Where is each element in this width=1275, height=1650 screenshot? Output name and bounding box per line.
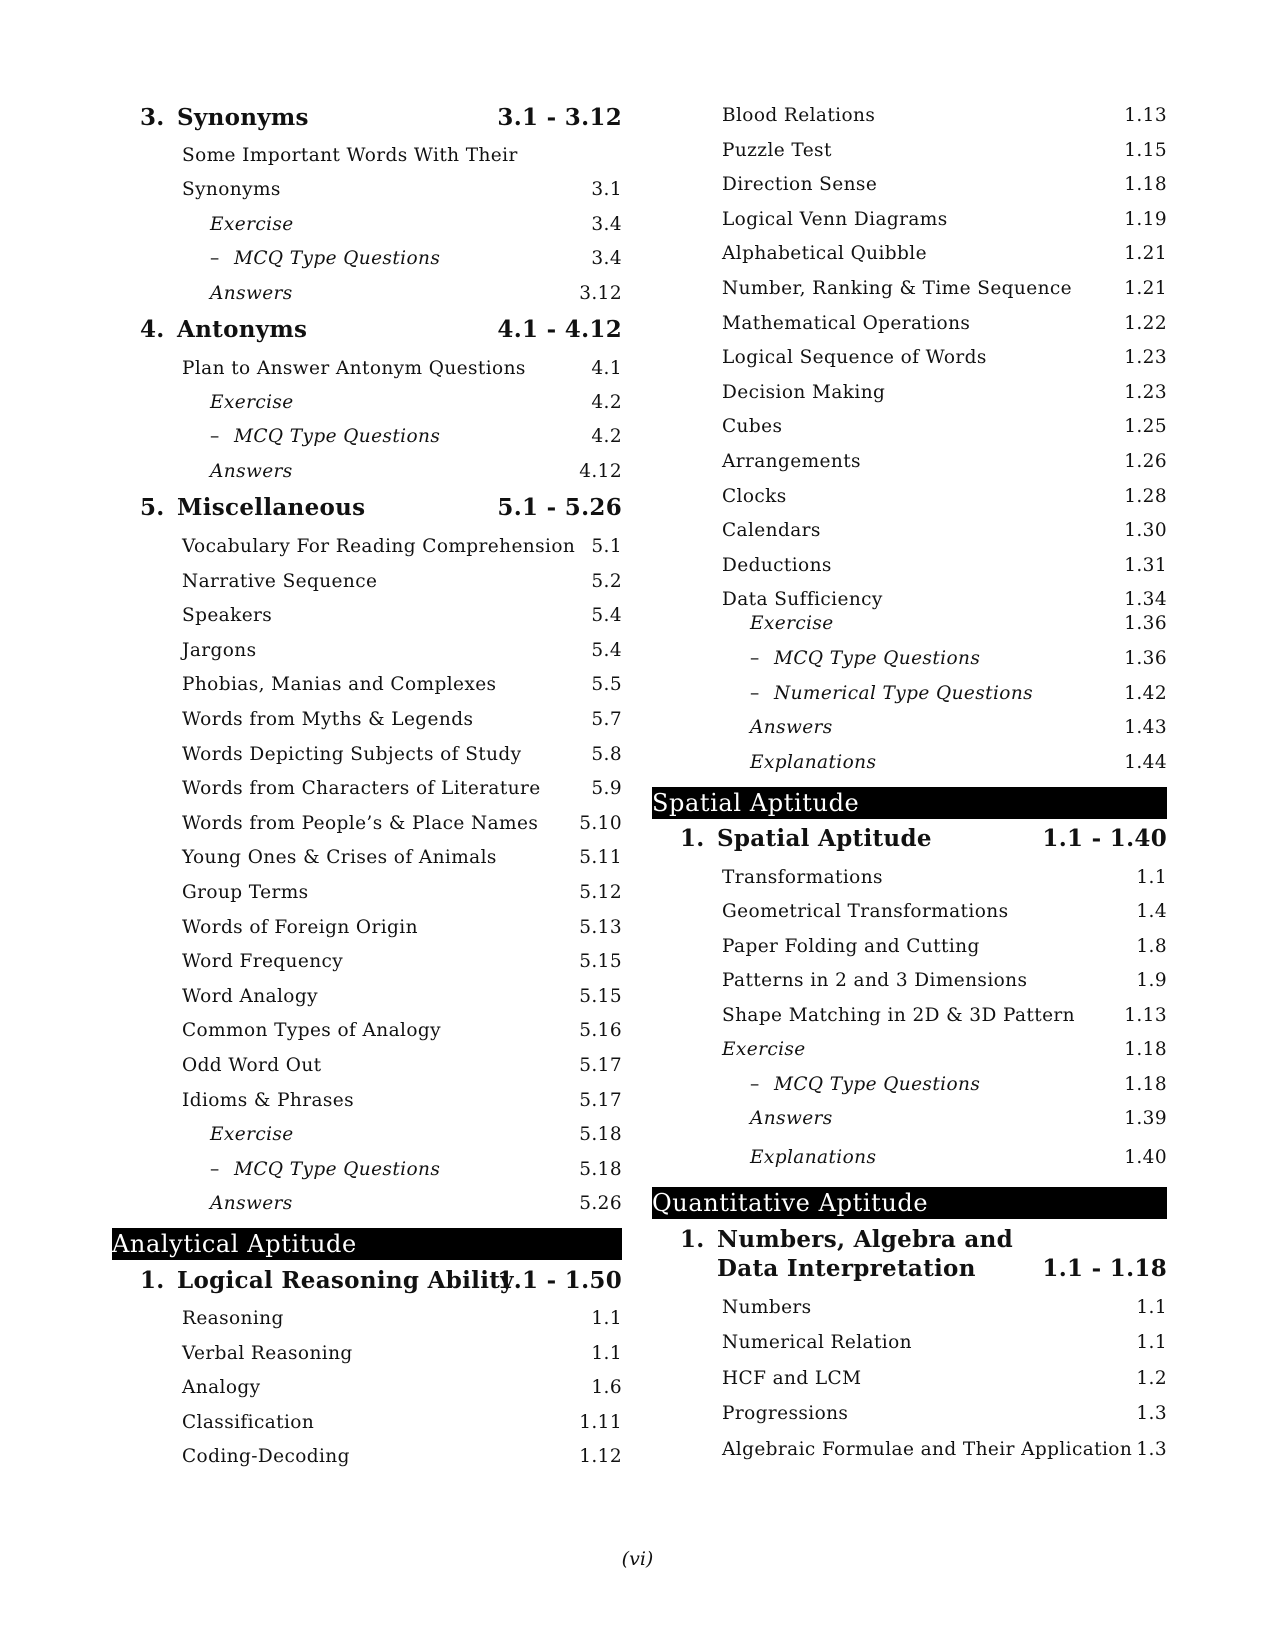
entry-title: Exercise: [722, 1039, 806, 1060]
entry-page: 1.1: [591, 1308, 622, 1329]
entry-page: 5.5: [591, 674, 622, 696]
chapter-page-range: 1.1 - 1.18: [1042, 1255, 1167, 1282]
entry-title: Exercise: [210, 214, 294, 235]
entry-title: Direction Sense: [722, 174, 878, 196]
entry-page: 1.22: [1124, 312, 1167, 334]
chapter-heading[interactable]: [112, 1267, 622, 1297]
entry-page: 5.9: [591, 778, 622, 800]
entry-title: Geometrical Transformations: [722, 901, 1009, 923]
entry-title: Numerical Type Questions: [774, 682, 1034, 704]
entry-title: Puzzle Test: [722, 139, 832, 161]
entry-page: 1.1: [1136, 867, 1167, 888]
chapter-heading[interactable]: [112, 316, 622, 346]
entry-title: Answers: [210, 461, 293, 482]
section-header-spatial: Spatial Aptitude: [652, 787, 1167, 819]
entry-page: 1.23: [1124, 381, 1167, 403]
entry-page: 5.13: [579, 916, 622, 938]
chapter-heading[interactable]: [112, 494, 622, 524]
chapter-title-line2: Data Interpretation: [717, 1255, 976, 1282]
entry-title: Synonyms: [182, 179, 281, 200]
entry-page: 3.1: [591, 179, 622, 200]
entry-page: 1.18: [1124, 1039, 1167, 1060]
chapter-heading[interactable]: [112, 104, 622, 134]
chapter-number: 1.: [680, 1226, 705, 1253]
entry-title: Plan to Answer Antonym Questions: [182, 358, 526, 379]
entry-title: Exercise: [210, 1124, 294, 1146]
entry-title: Speakers: [182, 605, 273, 627]
entry-page: 1.30: [1124, 520, 1167, 542]
entry-title: Words from Characters of Literature: [182, 778, 541, 800]
entry-title: Progressions: [722, 1403, 849, 1425]
chapter-page-range: 5.1 - 5.26: [497, 494, 622, 521]
entry-title: Mathematical Operations: [722, 312, 971, 334]
entry-title: Idioms & Phrases: [182, 1089, 355, 1111]
entry-title: Exercise: [750, 613, 834, 635]
entry-title: Word Frequency: [182, 951, 344, 973]
entry-page: 1.26: [1124, 451, 1167, 472]
entry-page: 1.36: [1124, 613, 1167, 635]
entry-page: 1.1: [1136, 1332, 1167, 1354]
chapter-number: 5.: [140, 494, 165, 521]
entry-page: 1.1: [591, 1342, 622, 1364]
entry-page: 5.1: [591, 536, 622, 557]
entry-page: 1.19: [1124, 208, 1167, 230]
dash-bullet: –: [210, 426, 220, 447]
left-column: [112, 100, 622, 1468]
entry-title: Number, Ranking & Time Sequence: [722, 278, 1072, 299]
entry-title: Phobias, Manias and Complexes: [182, 674, 497, 696]
entry-page: 5.16: [579, 1020, 622, 1042]
entry-title: Logical Sequence of Words: [722, 347, 987, 369]
chapter-page-range: 1.1 - 1.50: [497, 1267, 622, 1294]
entry-page: 5.15: [579, 985, 622, 1007]
entry-title: Words Depicting Subjects of Study: [182, 743, 522, 765]
entry-title: Words from Myths & Legends: [182, 709, 474, 730]
entry-page: 5.4: [591, 639, 622, 661]
entry-page: 1.28: [1124, 485, 1167, 507]
entry-title: Answers: [750, 717, 833, 739]
entry-page: 1.18: [1124, 1073, 1167, 1095]
entry-page: 1.36: [1124, 648, 1167, 669]
entry-title: MCQ Type Questions: [774, 648, 981, 669]
entry-page: 3.12: [579, 283, 622, 304]
entry-title: MCQ Type Questions: [234, 1158, 441, 1180]
entry-page: 5.15: [579, 951, 622, 973]
entry-page: 5.8: [591, 743, 622, 765]
entry-title: Logical Venn Diagrams: [722, 208, 948, 230]
entry-title: Transformations: [722, 867, 883, 888]
entry-page: 1.25: [1124, 416, 1167, 438]
chapter-page-range: 3.1 - 3.12: [497, 104, 622, 131]
entry-title: Coding-Decoding: [182, 1446, 350, 1468]
entry-title: MCQ Type Questions: [234, 426, 441, 447]
chapter-title: Miscellaneous: [177, 494, 366, 521]
entry-page: 1.42: [1124, 682, 1167, 704]
entry-title: Arrangements: [722, 451, 861, 472]
entry-title: Word Analogy: [182, 985, 318, 1007]
entry-page: 1.18: [1124, 174, 1167, 196]
entry-title: Vocabulary For Reading Comprehension: [182, 536, 576, 557]
entry-title: Some Important Words With Their: [182, 145, 518, 166]
chapter-number: 3.: [140, 104, 165, 131]
entry-page: 1.9: [1136, 970, 1167, 992]
entry-page: 1.31: [1124, 554, 1167, 576]
chapter-title: Logical Reasoning Ability: [177, 1267, 514, 1294]
entry-title: Algebraic Formulae and Their Application: [722, 1438, 1133, 1460]
entry-page: 1.23: [1124, 347, 1167, 369]
entry-title: Numerical Relation: [722, 1332, 912, 1354]
entry-title: Exercise: [210, 392, 294, 413]
entry-page: 1.34: [1124, 589, 1167, 611]
entry-title: MCQ Type Questions: [774, 1073, 981, 1095]
entry-title: Young Ones & Crises of Animals: [182, 847, 497, 869]
chapter-number: 4.: [140, 316, 165, 343]
entry-page: 1.1: [1136, 1297, 1167, 1318]
chapter-heading[interactable]: [652, 825, 1167, 855]
entry-page: 1.44: [1124, 751, 1167, 773]
entry-title: Calendars: [722, 520, 821, 542]
entry-title: Clocks: [722, 485, 787, 507]
entry-title: Decision Making: [722, 381, 886, 403]
entry-page: 4.12: [579, 461, 622, 482]
entry-page: 1.13: [1124, 105, 1167, 126]
entry-page: 5.18: [579, 1158, 622, 1180]
chapter-title-line1: Numbers, Algebra and: [717, 1226, 1013, 1253]
entry-page: 4.2: [591, 426, 622, 447]
chapter-heading[interactable]: [652, 1226, 1167, 1286]
entry-page: 5.4: [591, 605, 622, 627]
entry-page: 5.11: [579, 847, 622, 869]
entry-page: 5.2: [591, 570, 622, 592]
entry-page: 1.8: [1136, 935, 1167, 957]
entry-page: 1.21: [1124, 243, 1167, 265]
entry-page: 1.11: [579, 1411, 622, 1433]
entry-title: Answers: [210, 283, 293, 304]
dash-bullet: –: [750, 682, 760, 704]
chapter-page-range: 1.1 - 1.40: [1042, 825, 1167, 852]
chapter-number: 1.: [140, 1267, 165, 1294]
section-header-analytical: Analytical Aptitude: [112, 1228, 622, 1260]
entry-page: 1.6: [591, 1377, 622, 1399]
entry-title: Common Types of Analogy: [182, 1020, 441, 1042]
entry-page: 1.43: [1124, 717, 1167, 739]
entry-title: Explanations: [750, 751, 877, 773]
entry-title: Answers: [210, 1193, 293, 1215]
entry-title: Deductions: [722, 554, 832, 576]
entry-page: 5.12: [579, 882, 622, 903]
entry-page: 5.7: [591, 709, 622, 730]
entry-title: Jargons: [182, 639, 257, 661]
entry-title: Numbers: [722, 1297, 812, 1318]
dash-bullet: –: [210, 1158, 220, 1180]
entry-page: 3.4: [591, 214, 622, 235]
entry-title: Narrative Sequence: [182, 570, 378, 592]
entry-page: 1.2: [1136, 1367, 1167, 1389]
dash-bullet: –: [210, 248, 220, 269]
chapter-title: Synonyms: [177, 104, 309, 131]
entry-page: 5.10: [579, 812, 622, 834]
entry-title: Paper Folding and Cutting: [722, 935, 980, 957]
entry-page: 1.12: [579, 1446, 622, 1468]
entry-page: 3.4: [591, 248, 622, 269]
entry-title: Odd Word Out: [182, 1055, 322, 1076]
chapter-page-range: 4.1 - 4.12: [497, 316, 622, 343]
entry-title: MCQ Type Questions: [234, 248, 441, 269]
entry-title: Words from People’s & Place Names: [182, 812, 539, 834]
entry-title: Group Terms: [182, 882, 309, 903]
entry-page: 5.17: [579, 1089, 622, 1111]
chapter-title: Antonyms: [177, 316, 308, 343]
entry-page: 1.3: [1136, 1438, 1167, 1460]
entry-page: 5.17: [579, 1055, 622, 1076]
entry-page: 1.15: [1124, 139, 1167, 161]
entry-page: 1.3: [1136, 1403, 1167, 1425]
entry-page: 5.18: [579, 1124, 622, 1146]
entry-page: 4.1: [591, 358, 622, 379]
entry-title: HCF and LCM: [722, 1367, 862, 1389]
entry-page: 4.2: [591, 392, 622, 413]
entry-title: Answers: [750, 1108, 833, 1130]
entry-page: 1.40: [1124, 1147, 1167, 1169]
section-header-quantitative: Quantitative Aptitude: [652, 1187, 1167, 1219]
entry-title: Alphabetical Quibble: [722, 243, 927, 265]
entry-title: Words of Foreign Origin: [182, 916, 418, 938]
entry-title: Verbal Reasoning: [182, 1342, 353, 1364]
entry-title: Data Sufficiency: [722, 589, 883, 611]
page-number-footer: (vi): [621, 1548, 654, 1570]
entry-title: Patterns in 2 and 3 Dimensions: [722, 970, 1028, 992]
entry-title: Analogy: [182, 1377, 261, 1399]
entry-title: Classification: [182, 1411, 315, 1433]
dash-bullet: –: [750, 1073, 760, 1095]
dash-bullet: –: [750, 648, 760, 669]
entry-title: Shape Matching in 2D & 3D Pattern: [722, 1004, 1075, 1026]
entry-title: Explanations: [750, 1147, 877, 1169]
entry-title: Reasoning: [182, 1308, 284, 1329]
entry-page: 1.4: [1136, 901, 1167, 923]
entry-title: Blood Relations: [722, 105, 876, 126]
chapter-title: Spatial Aptitude: [717, 825, 932, 852]
chapter-number: 1.: [680, 825, 705, 852]
entry-page: 1.21: [1124, 278, 1167, 299]
entry-page: 1.39: [1124, 1108, 1167, 1130]
entry-page: 1.13: [1124, 1004, 1167, 1026]
entry-title: Cubes: [722, 416, 783, 438]
entry-page: 5.26: [579, 1193, 622, 1215]
